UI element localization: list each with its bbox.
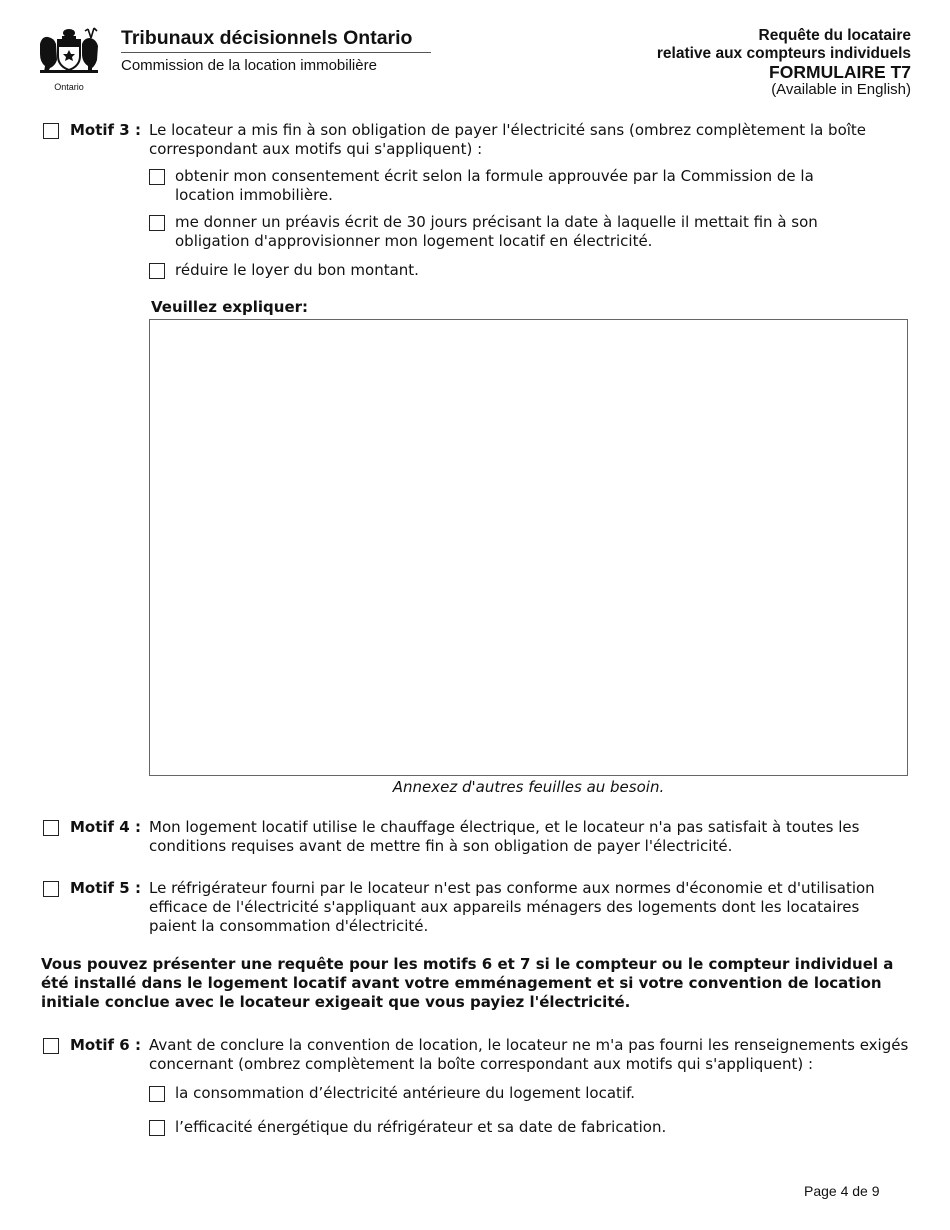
motif3-option-rent-text: réduire le loyer du bon montant.	[175, 261, 419, 279]
motif4-label: Motif 4 :	[70, 818, 141, 836]
form-title-line2: relative aux compteurs individuels	[656, 45, 911, 62]
motif5-checkbox[interactable]	[43, 881, 59, 897]
motif3-option-notice-text: me donner un préavis écrit de 30 jours précisant la date à laquelle il mettait fin à son obligation d'approvisionner mon logement locatif en électricité.	[175, 213, 818, 250]
motif6-option-consumption-checkbox[interactable]	[149, 1086, 165, 1102]
ontario-coat-of-arms-icon	[36, 26, 102, 76]
motif4-text: Mon logement locatif utilise le chauffage électrique, et le locateur n'a pas satisfait à toutes les conditions requises avant de mettre fin à son obligation de payer l'électricité.	[149, 818, 860, 855]
logo-caption: Ontario	[54, 82, 84, 92]
motif6-label: Motif 6 :	[70, 1036, 141, 1054]
header-divider	[121, 52, 431, 53]
motif3-option-rent-checkbox[interactable]	[149, 263, 165, 279]
motif3-text: Le locateur a mis fin à son obligation de payer l'électricité sans (ombrez complètement la boîte correspondant aux motifs qui s'appliquent) :	[149, 121, 867, 158]
motif4-checkbox[interactable]	[43, 820, 59, 836]
motif3-explain-label: Veuillez expliquer:	[151, 298, 309, 316]
motif6-text: Avant de conclure la convention de location, le locateur ne m'a pas fourni les renseignements exigés concernant (ombrez complètement la boîte correspondant aux motifs qui s'appliquent) :	[149, 1036, 909, 1073]
motif5-text: Le réfrigérateur fourni par le locateur n'est pas conforme aux normes d'économie et d'utilisation efficace de l'électricité s'appliquant aux appareils ménagers des logements dont les locataires paient la consommation d'électricité.	[149, 879, 875, 935]
motif6-option-fridge-checkbox[interactable]	[149, 1120, 165, 1136]
org-name: Tribunaux décisionnels Ontario	[121, 27, 413, 49]
motif3-attach-note: Annexez d'autres feuilles au besoin.	[392, 778, 665, 796]
motif5-label: Motif 5 :	[70, 879, 141, 897]
motif3-explain-field[interactable]	[149, 319, 908, 776]
motif6-option-fridge-text: l’efficacité énergétique du réfrigérateur et sa date de fabrication.	[175, 1118, 667, 1136]
motif3-option-consent-text: obtenir mon consentement écrit selon la formule approuvée par la Commission de la location immobilière.	[175, 167, 814, 204]
motif6-option-consumption-text: la consommation d’électricité antérieure du logement locatif.	[175, 1084, 636, 1102]
ontario-logo	[36, 26, 102, 92]
motif3-option-notice-checkbox[interactable]	[149, 215, 165, 231]
motif6-checkbox[interactable]	[43, 1038, 59, 1054]
motif3-option-consent-checkbox[interactable]	[149, 169, 165, 185]
form-code: FORMULAIRE T7	[769, 62, 911, 82]
page-number: Page 4 de 9	[804, 1183, 880, 1199]
form-title-line1: Requête du locataire	[758, 27, 911, 44]
motifs-6-7-notice: Vous pouvez présenter une requête pour les motifs 6 et 7 si le compteur ou le compteur individuel a été installé dans le logement locatif avant votre emménagement et si votre convention de location initiale conclue avec le locateur exigeait que vous payiez l'électricité.	[41, 955, 894, 1011]
available-english: (Available in English)	[771, 81, 911, 98]
motif3-checkbox[interactable]	[43, 123, 59, 139]
motif3-label: Motif 3 :	[70, 121, 141, 139]
board-name: Commission de la location immobilière	[121, 57, 377, 74]
